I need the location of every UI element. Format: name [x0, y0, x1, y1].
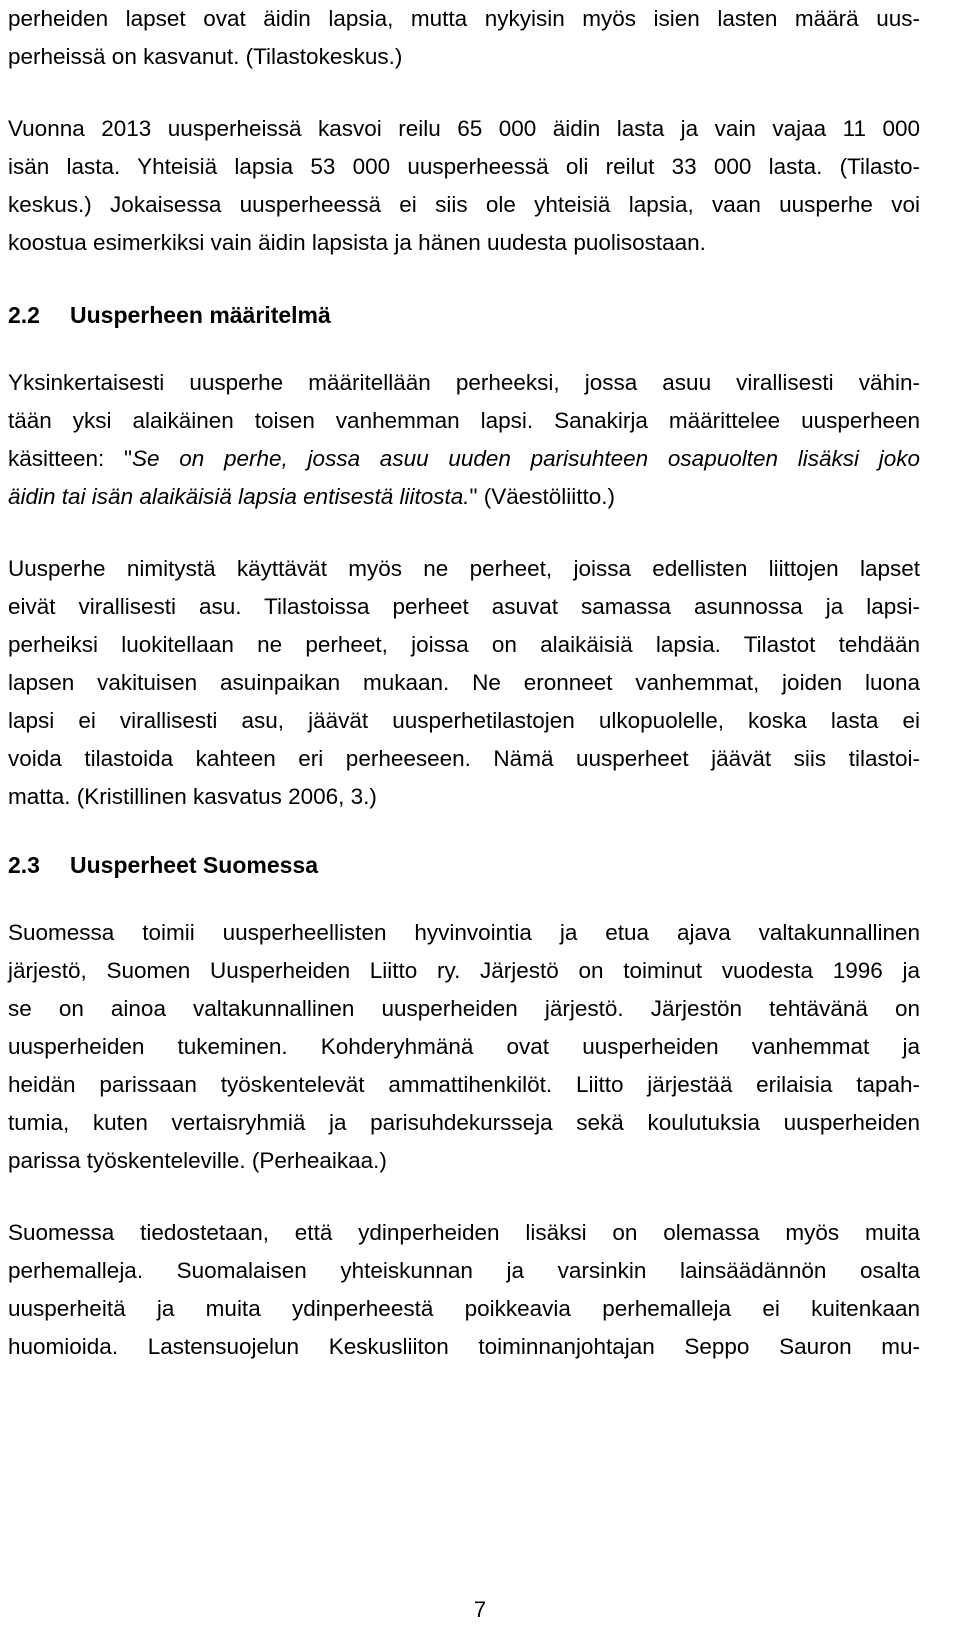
paragraph-continuation [8, 0, 920, 76]
text-line: se on ainoa valtakunnallinen uusperheiden järjestö. Järjestön tehtävänä on [8, 996, 920, 1021]
paragraph-gap [8, 1180, 920, 1214]
text-line: lapsen vakituisen asuinpaikan mukaan. Ne eronneet vanhemmat, joiden luona [8, 670, 920, 695]
quote-prefix: käsitteen: " [8, 446, 133, 471]
section-heading-2-3 [8, 846, 920, 884]
section-title: Uusperheet Suomessa [70, 852, 318, 878]
quote-source: " (Väestöliitto.) [469, 484, 616, 509]
paragraph-gap [8, 884, 920, 914]
text-line: Suomessa toimii uusperheellisten hyvinvointia ja etua ajava valtakunnallinen [8, 920, 920, 945]
page-body [8, 0, 920, 1366]
paragraph-organization [8, 914, 920, 1180]
text-line: keskus.) Jokaisessa uusperheessä ei siis ole yhteisiä lapsia, vaan uusperhe voi [8, 192, 920, 217]
text-line: Suomessa tiedostetaan, että ydinperheiden lisäksi on olemassa myös muita [8, 1220, 920, 1245]
text-line: perheissä on kasvanut. (Tilastokeskus.) [8, 44, 403, 69]
text-line: uusperheitä ja muita ydinperheestä poikkeavia perhemalleja ei kuitenkaan [8, 1296, 920, 1321]
text-line: huomioida. Lastensuojelun Keskusliiton toiminnanjohtajan Seppo Sauron mu- [8, 1334, 920, 1359]
text-line: järjestö, Suomen Uusperheiden Liitto ry. Järjestö on toiminut vuodesta 1996 ja [8, 958, 920, 983]
section-title: Uusperheen määritelmä [70, 302, 331, 328]
text-line: Uusperhe nimitystä käyttävät myös ne perheet, joissa edellisten liittojen lapset [8, 556, 920, 581]
page-number: 7 [473, 1597, 487, 1622]
text-line: heidän parissaan työskentelevät ammattihenkilöt. Liitto järjestää erilaisia tapah- [8, 1072, 920, 1097]
text-line [8, 478, 920, 516]
section-heading-2-2 [8, 296, 920, 334]
text-line: tumia, kuten vertaisryhmiä ja parisuhdekursseja sekä koulutuksia uusperheiden [8, 1110, 920, 1135]
text-line: matta. (Kristillinen kasvatus 2006, 3.) [8, 784, 377, 809]
section-number: 2.3 [8, 852, 40, 878]
paragraph-gap [8, 816, 920, 846]
paragraph-gap [8, 76, 920, 110]
text-line: Yksinkertaisesti uusperhe määritellään perheeksi, jossa asuu virallisesti vähin- [8, 370, 920, 395]
quote-text: Se on perhe, jossa asuu uuden parisuhteen osapuolten lisäksi joko [132, 446, 920, 471]
paragraph-statistics-definition [8, 550, 920, 816]
quote-text: äidin tai isän alaikäisiä lapsia entisestä liitosta. [8, 484, 470, 509]
text-line: eivät virallisesti asu. Tilastoissa perheet asuvat samassa asunnossa ja lapsi- [8, 594, 920, 619]
section-number: 2.2 [8, 302, 40, 328]
text-line: isän lasta. Yhteisiä lapsia 53 000 uusperheessä oli reilut 33 000 lasta. (Tilasto- [8, 154, 920, 179]
paragraph-gap [8, 334, 920, 364]
text-line: koostua esimerkiksi vain äidin lapsista ja hänen uudesta puolisostaan. [8, 230, 706, 255]
paragraph-gap [8, 262, 920, 296]
text-line: uusperheiden tukeminen. Kohderyhmänä ovat uusperheiden vanhemmat ja [8, 1034, 920, 1059]
paragraph-gap [8, 516, 920, 550]
text-line: parissa työskenteleville. (Perheaikaa.) [8, 1148, 387, 1173]
text-line: voida tilastoida kahteen eri perheeseen. Nämä uusperheet jäävät siis tilastoi- [8, 746, 920, 771]
paragraph-family-models [8, 1214, 920, 1366]
text-line: Vuonna 2013 uusperheissä kasvoi reilu 65 000 äidin lasta ja vain vajaa 11 000 [8, 116, 920, 141]
text-line: tään yksi alaikäinen toisen vanhemman lapsi. Sanakirja määrittelee uusperheen [8, 408, 920, 433]
text-line: lapsi ei virallisesti asu, jäävät uusperhetilastojen ulkopuolelle, koska lasta ei [8, 708, 920, 733]
paragraph-definition [8, 364, 920, 516]
text-line [8, 440, 920, 478]
text-line: perheiden lapset ovat äidin lapsia, mutta nykyisin myös isien lasten määrä uus- [8, 6, 920, 31]
text-line: perhemalleja. Suomalaisen yhteiskunnan ja varsinkin lainsäädännön osalta [8, 1258, 920, 1283]
text-line: perheiksi luokitellaan ne perheet, joissa on alaikäisiä lapsia. Tilastot tehdään [8, 632, 920, 657]
paragraph-statistics [8, 110, 920, 262]
